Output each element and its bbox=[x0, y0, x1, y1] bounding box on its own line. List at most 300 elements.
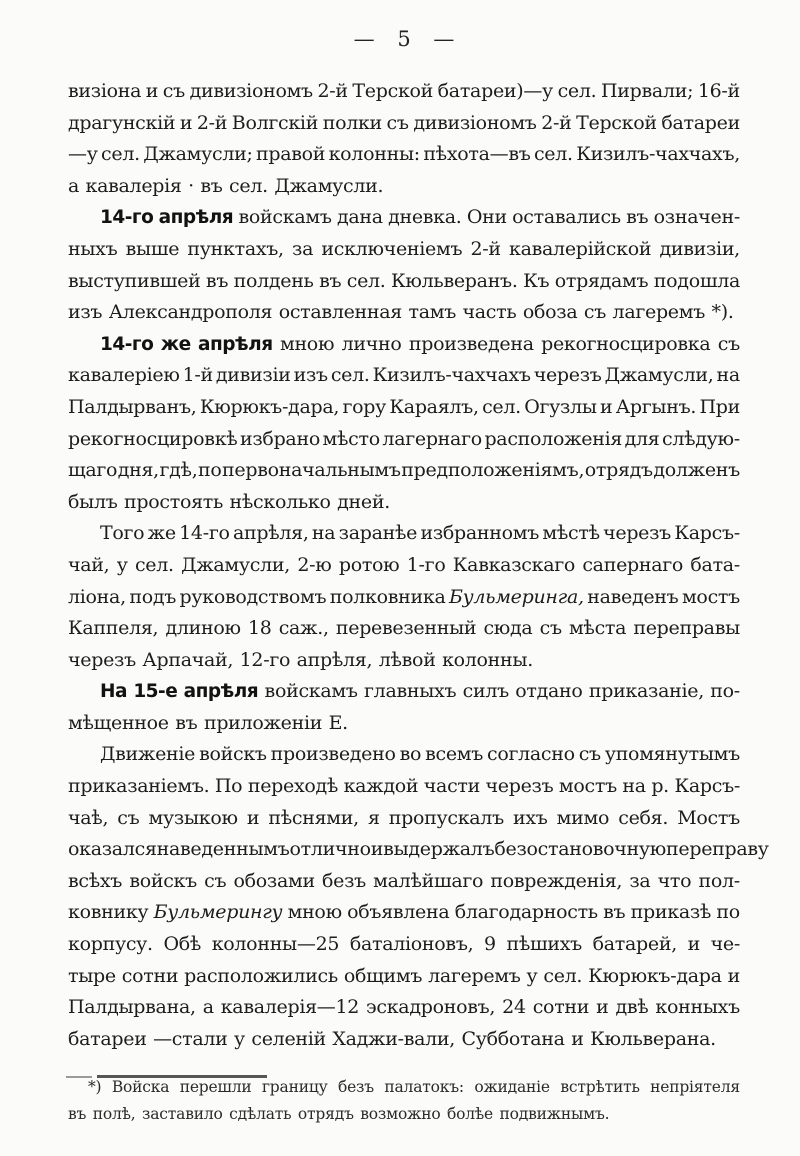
word: обоза bbox=[522, 301, 578, 324]
word: Каппеля, bbox=[68, 617, 159, 640]
word: Кюльверанъ. bbox=[391, 269, 518, 292]
text-line bbox=[68, 297, 740, 329]
word: расположенія bbox=[484, 427, 623, 450]
word: всѣхъ bbox=[68, 869, 123, 892]
word: батарей, bbox=[592, 933, 677, 956]
word: длиною bbox=[165, 617, 241, 640]
word: Кавказскаго bbox=[452, 553, 576, 576]
word: упомянутымъ bbox=[604, 743, 740, 766]
date-lead-text: апрѣля bbox=[198, 333, 273, 355]
text-line bbox=[68, 866, 740, 898]
word: выдержалъ bbox=[383, 838, 495, 861]
word: а bbox=[202, 996, 214, 1019]
text-line bbox=[68, 771, 740, 803]
text-line bbox=[68, 739, 740, 771]
word: чаѣ, bbox=[68, 806, 109, 829]
word: · bbox=[188, 174, 194, 197]
word: саж., bbox=[278, 617, 329, 640]
word: сдѣлать bbox=[229, 1105, 292, 1123]
word: пунктахъ, bbox=[187, 237, 284, 260]
text-line bbox=[68, 645, 740, 677]
word: сел. bbox=[134, 553, 174, 576]
word: 1-й bbox=[182, 364, 213, 387]
word: Огузлы bbox=[524, 395, 597, 418]
text-line bbox=[68, 992, 740, 1024]
text-line bbox=[68, 234, 740, 266]
word: ковнику bbox=[68, 901, 149, 924]
word: дивизіономъ bbox=[189, 80, 313, 102]
word: Караялъ, bbox=[389, 395, 479, 418]
word: и bbox=[370, 838, 384, 861]
text-line bbox=[68, 1074, 740, 1101]
word: Они bbox=[466, 206, 507, 229]
word: же bbox=[147, 522, 176, 545]
word: щаго bbox=[68, 459, 118, 482]
word: колонны: bbox=[328, 143, 420, 166]
word: При bbox=[699, 395, 740, 418]
word: съ bbox=[162, 80, 185, 102]
word: Кизилъ-чахчахъ bbox=[372, 364, 531, 387]
word: встрѣтить bbox=[560, 1078, 640, 1096]
text-line bbox=[68, 455, 740, 487]
word: и bbox=[596, 996, 609, 1019]
emphasized-surname: Бульмеринга, bbox=[449, 585, 584, 608]
text-line bbox=[68, 550, 740, 582]
word: лагернаго bbox=[382, 427, 482, 450]
body-text-block bbox=[68, 76, 769, 1055]
word: за bbox=[629, 869, 651, 892]
word: полки bbox=[322, 111, 382, 134]
word: Александрополя bbox=[108, 301, 273, 324]
word: дневка. bbox=[388, 206, 462, 229]
text-line bbox=[68, 171, 740, 203]
word: во bbox=[399, 743, 422, 766]
word: пѣшихъ bbox=[506, 933, 582, 956]
word: сюда bbox=[483, 617, 533, 640]
word: подвижнымъ. bbox=[499, 1105, 610, 1123]
word: ротою bbox=[338, 553, 400, 576]
word: палатокъ: bbox=[384, 1078, 464, 1096]
word: приказаніемъ. bbox=[68, 775, 210, 798]
word: дана bbox=[336, 206, 383, 229]
word: сел. bbox=[557, 80, 597, 102]
word: съ bbox=[204, 869, 227, 892]
word: заранѣе bbox=[338, 522, 418, 545]
word: наведеннымъ bbox=[156, 838, 290, 861]
word: и bbox=[246, 806, 260, 829]
word: съ bbox=[717, 332, 740, 355]
word: произведена bbox=[408, 332, 534, 355]
word: малѣйшаго bbox=[373, 869, 484, 892]
word: черезъ bbox=[485, 775, 554, 798]
word: ихъ bbox=[512, 806, 548, 829]
word: а bbox=[68, 174, 80, 197]
word: Карсъ- bbox=[674, 522, 740, 545]
word: ныхъ bbox=[68, 237, 118, 260]
word: возможно bbox=[360, 1105, 441, 1123]
word: рекогносцировкѣ bbox=[68, 427, 238, 450]
word: эскадроновъ, bbox=[366, 996, 496, 1019]
word: пѣхота—въ bbox=[423, 143, 531, 166]
word: себя. bbox=[618, 806, 669, 829]
word: тамъ bbox=[408, 301, 456, 324]
word: и bbox=[145, 80, 159, 102]
word: исключеніемъ bbox=[321, 237, 463, 260]
word: съ bbox=[117, 806, 140, 829]
word: Е. bbox=[328, 711, 348, 734]
word: 9 bbox=[484, 933, 496, 956]
text-line bbox=[68, 487, 740, 519]
word: Движеніе bbox=[100, 743, 196, 766]
word: дней. bbox=[337, 490, 390, 513]
word: я bbox=[367, 806, 380, 829]
word: сел. bbox=[533, 143, 573, 166]
date-lead-text: 14-го bbox=[100, 207, 154, 229]
word: Пирвали; bbox=[601, 80, 694, 102]
word: 2-ю bbox=[297, 553, 332, 576]
text-line bbox=[68, 929, 740, 961]
word: поврежденія, bbox=[490, 869, 623, 892]
word: дивизіи bbox=[215, 364, 291, 387]
word: Кюрюкъ-дара, bbox=[199, 395, 340, 418]
word: переправы bbox=[633, 617, 740, 640]
word: дня, bbox=[117, 459, 159, 482]
word: войскамъ bbox=[238, 206, 332, 229]
text-line bbox=[68, 392, 740, 424]
word: выше bbox=[125, 237, 180, 260]
text-line bbox=[68, 613, 740, 645]
word: апрѣля, bbox=[232, 522, 309, 545]
word: за bbox=[292, 237, 314, 260]
word: оставленная bbox=[278, 301, 402, 324]
word: наведенъ bbox=[587, 585, 679, 608]
text-line bbox=[68, 961, 740, 993]
word: полдень bbox=[233, 269, 314, 292]
word: пропускалъ bbox=[388, 806, 504, 829]
word: тыре bbox=[68, 964, 116, 987]
word: перешли bbox=[179, 1078, 252, 1096]
word: мною bbox=[279, 332, 335, 355]
word: —стали bbox=[153, 1027, 228, 1050]
page-number: — 5 — bbox=[353, 27, 455, 51]
word: лагеремъ bbox=[428, 964, 521, 987]
word: приказаніе, bbox=[588, 680, 704, 703]
word: въ bbox=[205, 269, 229, 292]
word: Палдырванъ, bbox=[68, 395, 197, 418]
word: мостъ bbox=[558, 775, 617, 798]
word: апрѣля, bbox=[296, 648, 373, 671]
word: мною bbox=[287, 901, 342, 924]
word: полѣ, bbox=[92, 1105, 136, 1123]
word: сел. bbox=[229, 174, 268, 197]
word: каждой bbox=[343, 775, 419, 798]
text-line bbox=[68, 1101, 740, 1128]
word: безъ bbox=[322, 869, 366, 892]
word: сел. bbox=[543, 964, 583, 987]
word: батареи bbox=[68, 1027, 147, 1050]
word: лагеремъ bbox=[612, 301, 706, 324]
word: визіона bbox=[68, 80, 142, 102]
text-line bbox=[68, 108, 740, 140]
word: и bbox=[600, 395, 613, 418]
word: всемъ bbox=[425, 743, 484, 766]
word: колонны. bbox=[442, 648, 533, 671]
footnote-separator-rule bbox=[66, 1066, 738, 1074]
word: чай, bbox=[68, 553, 110, 576]
word: отрядамъ bbox=[554, 269, 649, 292]
word: силъ bbox=[462, 680, 509, 703]
word: че- bbox=[710, 933, 740, 956]
word: Того bbox=[100, 522, 145, 545]
word: приложеніи bbox=[203, 711, 323, 734]
word: колонны—25 bbox=[211, 933, 340, 956]
word: перевезенный bbox=[335, 617, 477, 640]
word: по bbox=[716, 901, 740, 924]
word: на bbox=[716, 364, 740, 387]
word: кавалерія—12 bbox=[220, 996, 360, 1019]
word: у bbox=[526, 964, 538, 987]
word: черезъ bbox=[603, 522, 671, 545]
word: рекогносцировка bbox=[541, 332, 711, 355]
word: съ bbox=[578, 743, 601, 766]
word: 2-й bbox=[196, 111, 228, 134]
word: былъ bbox=[68, 490, 118, 513]
word: въ bbox=[68, 1105, 87, 1123]
word: отлично bbox=[289, 838, 371, 861]
word: Джамусли. bbox=[274, 174, 384, 197]
word: По bbox=[214, 775, 243, 798]
word: нѣсколько bbox=[229, 490, 331, 513]
word: безъ bbox=[337, 1078, 374, 1096]
word: оставались bbox=[512, 206, 621, 229]
word: Мостъ bbox=[677, 806, 740, 829]
word: конныхъ bbox=[655, 996, 740, 1019]
emphasized-surname: Бульмерингу bbox=[153, 901, 283, 924]
word: въ bbox=[603, 901, 626, 924]
word: мѣсто bbox=[322, 427, 380, 450]
word: ліона, bbox=[68, 585, 126, 608]
date-lead-text: 14-го bbox=[100, 333, 154, 355]
word: и bbox=[179, 111, 193, 134]
word: первоначальнымъ bbox=[222, 459, 401, 482]
word: изъ bbox=[68, 301, 103, 324]
text-line bbox=[68, 897, 740, 929]
word: мѣстѣ bbox=[542, 522, 600, 545]
word: дивизіи, bbox=[659, 237, 740, 260]
word: и bbox=[687, 933, 700, 956]
word: Арпачай, bbox=[142, 648, 234, 671]
word: приказѣ bbox=[630, 901, 712, 924]
text-line bbox=[68, 266, 740, 298]
word: безостановочную bbox=[494, 838, 667, 861]
word: р. bbox=[651, 775, 669, 798]
word: сел. bbox=[482, 395, 521, 418]
word: двѣ bbox=[615, 996, 649, 1019]
word: Терской bbox=[576, 111, 657, 134]
word: Палдырвана, bbox=[68, 996, 196, 1019]
word: отрядъ bbox=[297, 1105, 354, 1123]
word: полковника bbox=[329, 585, 446, 608]
word: на bbox=[311, 522, 336, 545]
word: мостъ bbox=[681, 585, 740, 608]
word: гору bbox=[342, 395, 387, 418]
word: по- bbox=[710, 680, 740, 703]
word: лѣвой bbox=[378, 648, 436, 671]
word: подъ bbox=[129, 585, 177, 608]
word: долженъ bbox=[653, 459, 740, 482]
word: Аргынъ. bbox=[615, 395, 697, 418]
word: сапернаго bbox=[582, 553, 684, 576]
word: селеній bbox=[251, 1027, 326, 1050]
date-lead-text: На bbox=[100, 681, 127, 703]
word: согласно bbox=[486, 743, 575, 766]
text-line bbox=[68, 360, 740, 392]
word: избранномъ bbox=[420, 522, 540, 545]
word: *). bbox=[711, 301, 734, 324]
footnote-block bbox=[68, 1074, 740, 1128]
word: Джамусли; bbox=[143, 143, 253, 166]
word: гдѣ, bbox=[159, 459, 198, 482]
word: Обѣ bbox=[163, 933, 202, 956]
word: переправу bbox=[666, 838, 769, 861]
word: мѣщенное bbox=[68, 711, 169, 734]
word: Кюльверана. bbox=[590, 1027, 716, 1050]
word: въ bbox=[175, 711, 198, 734]
word: руководствомъ bbox=[179, 585, 327, 608]
word: —у bbox=[68, 143, 98, 166]
word: и bbox=[571, 1027, 584, 1050]
word: 12-го bbox=[239, 648, 291, 671]
word: кавалерійской bbox=[509, 237, 652, 260]
word: баталіоновъ, bbox=[349, 933, 474, 956]
word: 2-й bbox=[317, 80, 348, 102]
word: черезъ bbox=[533, 364, 602, 387]
word: Джамусли, bbox=[181, 553, 291, 576]
word: Къ bbox=[523, 269, 550, 292]
word: изъ bbox=[293, 364, 328, 387]
word: пол- bbox=[698, 869, 740, 892]
word: по bbox=[197, 459, 222, 482]
word: на bbox=[622, 775, 646, 798]
word: съ bbox=[539, 617, 562, 640]
word: что bbox=[657, 869, 692, 892]
word: отрядъ bbox=[584, 459, 653, 482]
word: войскъ bbox=[199, 743, 267, 766]
word: обозами bbox=[233, 869, 315, 892]
word: въ bbox=[319, 269, 342, 292]
word: мимо bbox=[556, 806, 610, 829]
word: драгунскій bbox=[68, 111, 176, 134]
word: часть bbox=[462, 301, 517, 324]
word: ожиданіе bbox=[474, 1078, 550, 1096]
date-lead-text: 15-е bbox=[133, 681, 178, 703]
word: Субботана bbox=[461, 1027, 565, 1050]
text-line bbox=[68, 1024, 740, 1056]
text-line bbox=[68, 139, 740, 171]
word: сел. bbox=[101, 143, 140, 166]
text-line bbox=[68, 329, 740, 361]
word: произведено bbox=[270, 743, 396, 766]
word: простоять bbox=[124, 490, 224, 513]
word: 14-го bbox=[179, 522, 230, 545]
word: Войска bbox=[111, 1078, 170, 1096]
word: переходѣ bbox=[247, 775, 339, 798]
word: предположеніямъ, bbox=[401, 459, 585, 482]
text-line bbox=[68, 676, 740, 708]
text-line bbox=[68, 76, 740, 108]
word: отдано bbox=[515, 680, 583, 703]
word: *) bbox=[88, 1078, 102, 1096]
word: подошла bbox=[653, 269, 740, 292]
word: границу bbox=[261, 1078, 328, 1096]
word: кавалерія bbox=[85, 174, 182, 197]
word: черезъ bbox=[68, 648, 136, 671]
word: въ bbox=[626, 206, 649, 229]
date-lead-text: апрѣля bbox=[183, 681, 259, 703]
word: батареи bbox=[661, 111, 740, 134]
text-line bbox=[68, 803, 740, 835]
word: бата- bbox=[690, 553, 740, 576]
word: дивизіономъ bbox=[413, 111, 537, 134]
word: слѣдую- bbox=[662, 427, 740, 450]
word: Хаджи-вали, bbox=[332, 1027, 456, 1050]
word: Терской bbox=[352, 80, 434, 102]
word: 1-го bbox=[406, 553, 446, 576]
word: заставило bbox=[142, 1105, 223, 1123]
text-line bbox=[68, 582, 740, 614]
text-line bbox=[68, 424, 740, 456]
word: и bbox=[727, 964, 740, 987]
word: Карсъ- bbox=[674, 775, 740, 798]
word: въ bbox=[200, 174, 223, 197]
text-line bbox=[68, 202, 740, 234]
word: у bbox=[234, 1027, 245, 1050]
word: выступившей bbox=[68, 269, 201, 292]
word: корпусу. bbox=[68, 933, 153, 956]
word: 18 bbox=[247, 617, 272, 640]
word: 2-й bbox=[470, 237, 501, 260]
date-lead-text: апрѣля bbox=[158, 207, 234, 229]
text-line bbox=[68, 708, 740, 740]
word: означен- bbox=[653, 206, 740, 229]
word: сел. bbox=[346, 269, 386, 292]
word: сотни bbox=[121, 964, 179, 987]
word: Волгскій bbox=[231, 111, 319, 134]
word: правой bbox=[256, 143, 326, 166]
word: болѣе bbox=[446, 1105, 493, 1123]
word: сел. bbox=[330, 364, 370, 387]
text-line bbox=[68, 834, 769, 866]
word: главныхъ bbox=[364, 680, 457, 703]
word: войскъ bbox=[129, 869, 197, 892]
word: Джамусли, bbox=[604, 364, 714, 387]
word: у bbox=[116, 553, 128, 576]
word: съ bbox=[386, 111, 409, 134]
word: расположились bbox=[184, 964, 338, 987]
word: избрано bbox=[240, 427, 320, 450]
word: 2-й bbox=[541, 111, 572, 134]
word: пѣснями, bbox=[268, 806, 359, 829]
word: батареи)—у bbox=[437, 80, 553, 102]
word: объявлена bbox=[347, 901, 450, 924]
word: войскамъ bbox=[264, 680, 358, 703]
word: Кизилъ-чахчахъ, bbox=[576, 143, 740, 166]
word: музыкою bbox=[148, 806, 238, 829]
word: благодарность bbox=[454, 901, 598, 924]
word: съ bbox=[583, 301, 607, 324]
word: мѣста bbox=[568, 617, 627, 640]
word: части bbox=[423, 775, 480, 798]
